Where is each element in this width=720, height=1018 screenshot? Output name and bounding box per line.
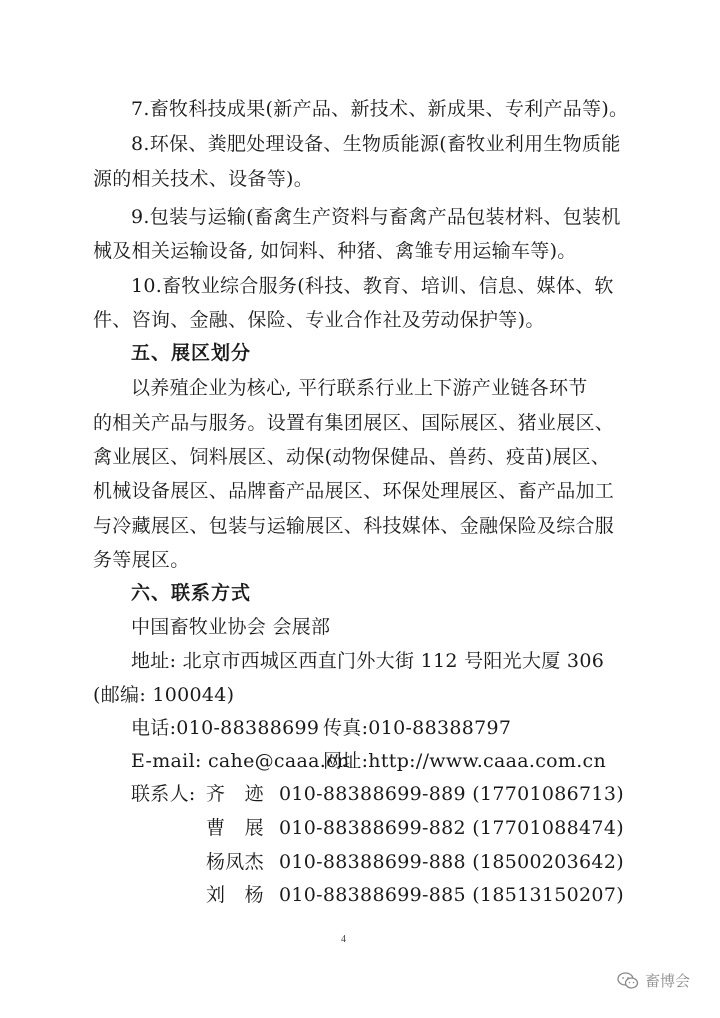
wechat-watermark: [617, 970, 690, 991]
item-7: 7.畜牧科技成果(新产品、新技术、新成果、专利产品等)。: [131, 98, 629, 120]
address-line2: (邮编: 100044): [93, 684, 235, 706]
item-9-line2: 械及相关运输设备, 如饲料、种猪、禽雏专用运输车等)。: [93, 240, 577, 262]
contact-phone: 010-88388699-885 (18513150207): [279, 884, 624, 906]
contact-name: 曹 展: [206, 817, 264, 839]
contact-phone: 010-88388699-882 (17701088474): [279, 817, 624, 839]
item-8-line2: 源的相关技术、设备等)。: [93, 168, 314, 190]
wechat-icon: [617, 972, 639, 990]
page-number: 4: [341, 934, 346, 945]
contact-phone: 010-88388699-889 (17701086713): [279, 783, 624, 805]
watermark-text: 畜博会: [644, 972, 690, 990]
item-10-line2: 件、咨询、金融、保险、专业合作社及劳动保护等)。: [93, 309, 545, 331]
section-5-para-line6: 务等展区。: [93, 549, 190, 571]
organization-name: 中国畜牧业协会 会展部: [131, 616, 331, 638]
address-line1: 地址: 北京市西城区西直门外大街 112 号阳光大厦 306: [131, 650, 605, 672]
phone-number: 电话:010-88388699: [131, 717, 320, 739]
fax-number: 传真:010-88388797: [323, 717, 512, 739]
contact-name: 杨凤杰: [206, 851, 264, 873]
contact-name: 齐 迹: [206, 783, 264, 805]
item-8-line1: 8.环保、粪肥处理设备、生物质能源(畜牧业利用生物质能: [131, 133, 621, 155]
contacts-label: 联系人:: [131, 783, 196, 805]
section-6-heading: 六、联系方式: [131, 582, 252, 604]
website-url[interactable]: 网址:http://www.caaa.com.cn: [323, 750, 607, 772]
item-10-line1: 10.畜牧业综合服务(科技、教育、培训、信息、媒体、软: [131, 275, 614, 297]
section-5-para-line2: 的相关产品与服务。设置有集团展区、国际展区、猪业展区、: [93, 412, 615, 434]
email-address[interactable]: E-mail: cahe@caaa.cn: [131, 750, 350, 772]
section-5-para-line4: 机械设备展区、品牌畜产品展区、环保处理展区、畜产品加工: [93, 480, 615, 502]
section-5-para-line3: 禽业展区、饲料展区、动保(动物保健品、兽药、疫苗)展区、: [93, 446, 611, 468]
section-5-para-line5: 与冷藏展区、包装与运输展区、科技媒体、金融保险及综合服: [93, 515, 615, 537]
contact-phone: 010-88388699-888 (18500203642): [279, 851, 624, 873]
contact-name: 刘 杨: [206, 884, 264, 906]
item-9-line1: 9.包装与运输(畜禽生产资料与畜禽产品包装材料、包装机: [131, 206, 621, 228]
section-5-heading: 五、展区划分: [131, 342, 252, 364]
section-5-para-line1: 以养殖企业为核心, 平行联系行业上下游产业链各环节: [131, 377, 588, 399]
